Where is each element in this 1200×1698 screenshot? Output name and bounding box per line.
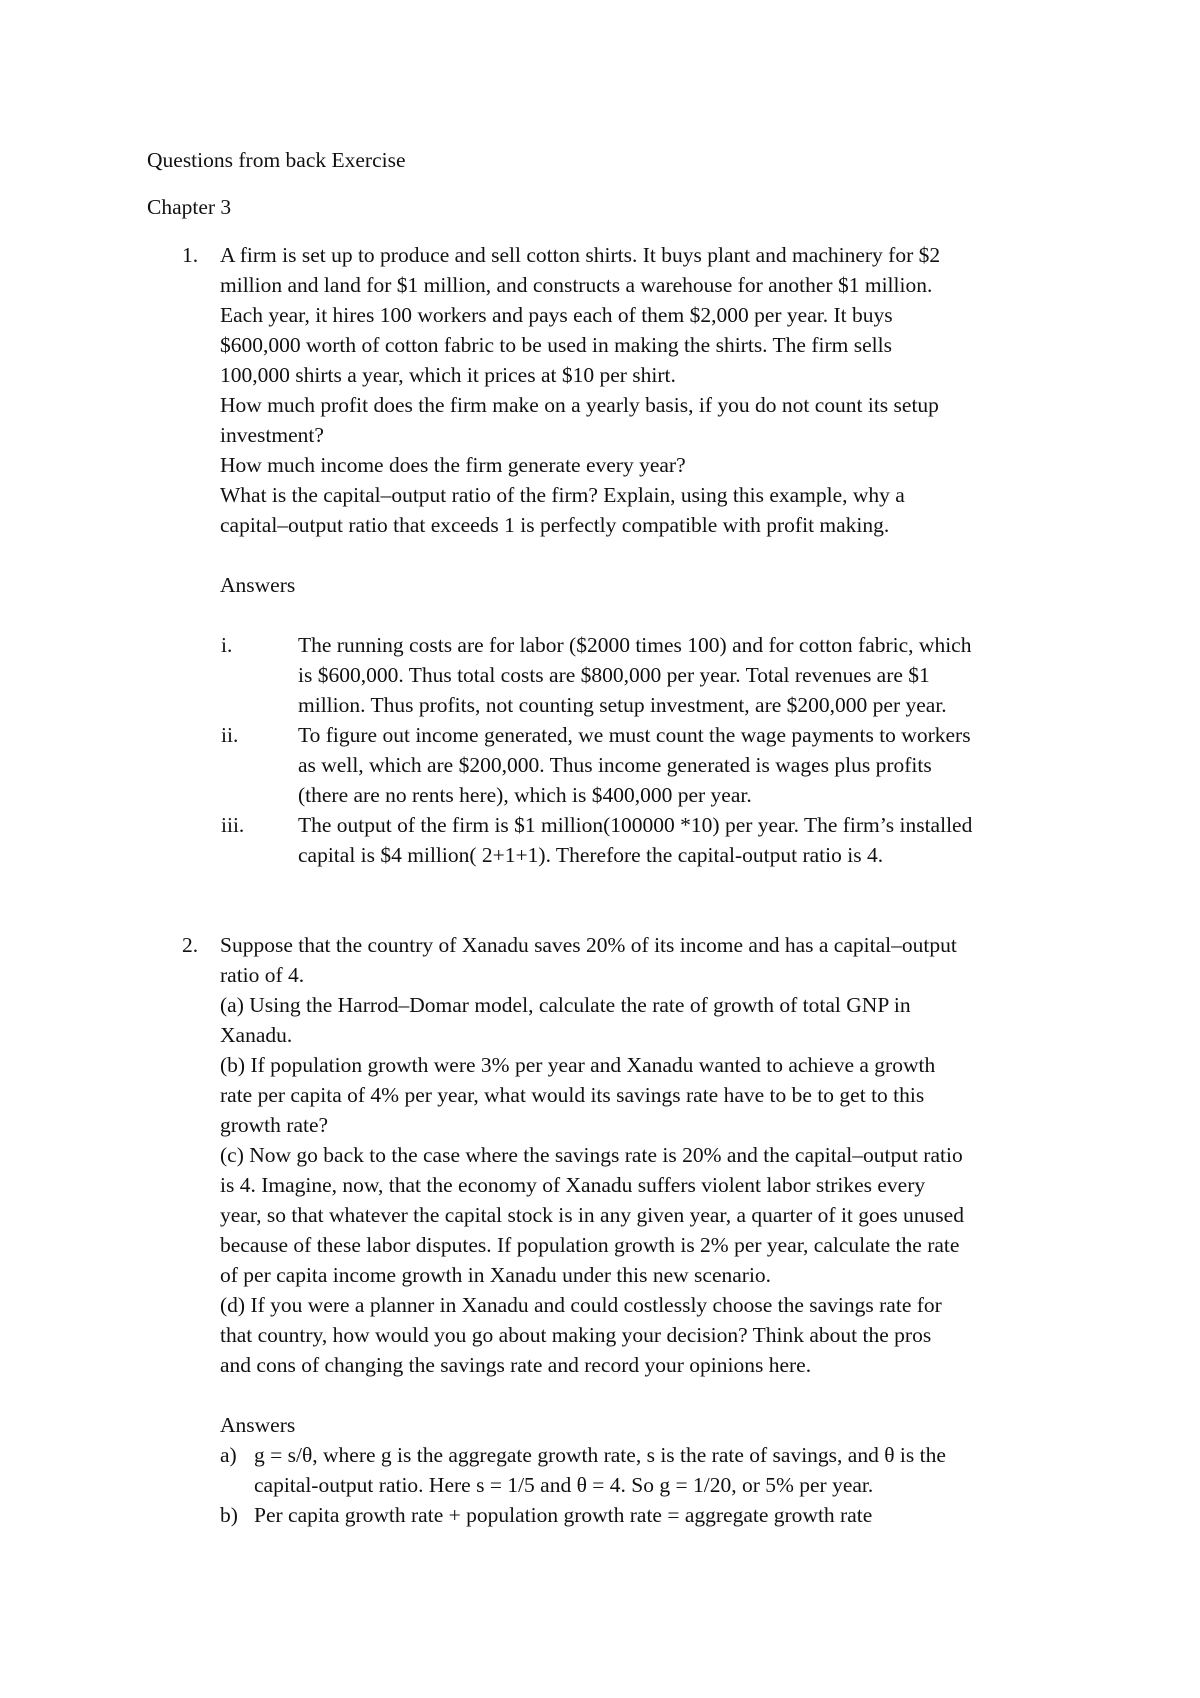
q2-line: year, so that whatever the capital stock is in any given year, a quarter of it goes unused: [220, 1203, 964, 1227]
q1-line: investment?: [220, 423, 324, 447]
q1-line: What is the capital–output ratio of the firm? Explain, using this example, why a: [220, 483, 905, 507]
q2-line: that country, how would you go about making your decision? Think about the pros: [220, 1323, 932, 1347]
q2-line: of per capita income growth in Xanadu under this new scenario.: [220, 1263, 772, 1287]
q2-line: (d) If you were a planner in Xanadu and could costlessly choose the savings rate for: [220, 1293, 942, 1317]
answer-marker: iii.: [221, 813, 245, 837]
answer-line: is $600,000. Thus total costs are $800,000 per year. Total revenues are $1: [298, 663, 930, 687]
answer-marker: a): [220, 1443, 237, 1467]
q2-line: because of these labor disputes. If population growth is 2% per year, calculate the rate: [220, 1233, 960, 1257]
q2-line: (c) Now go back to the case where the savings rate is 20% and the capital–output ratio: [220, 1143, 963, 1167]
q2-line: (a) Using the Harrod–Domar model, calculate the rate of growth of total GNP in: [220, 993, 911, 1017]
answer-line: capital-output ratio. Here s = 1/5 and θ = 4. So g = 1/20, or 5% per year.: [254, 1473, 874, 1497]
q1-line: Each year, it hires 100 workers and pays each of them $2,000 per year. It buys: [220, 303, 893, 327]
q1-line: How much income does the firm generate every year?: [220, 453, 686, 477]
answer-line: The output of the firm is $1 million(100000 *10) per year. The firm’s installed: [298, 813, 973, 837]
q2-line: is 4. Imagine, now, that the economy of Xanadu suffers violent labor strikes every: [220, 1173, 926, 1197]
chapter-heading: Chapter 3: [147, 195, 232, 219]
q2-line: ratio of 4.: [220, 963, 305, 987]
answer-line: (there are no rents here), which is $400,000 per year.: [298, 783, 752, 807]
q1-line: A firm is set up to produce and sell cotton shirts. It buys plant and machinery for $2: [220, 243, 941, 267]
answer-line: The running costs are for labor ($2000 times 100) and for cotton fabric, which: [298, 633, 972, 657]
question-number: 2.: [182, 933, 199, 957]
answers-label: Answers: [220, 573, 296, 597]
answer-line: as well, which are $200,000. Thus income generated is wages plus profits: [298, 753, 932, 777]
q1-line: How much profit does the firm make on a yearly basis, if you do not count its setup: [220, 393, 939, 417]
q1-line: $600,000 worth of cotton fabric to be used in making the shirts. The firm sells: [220, 333, 892, 357]
q2-line: growth rate?: [220, 1113, 329, 1137]
q2-line: and cons of changing the savings rate and record your opinions here.: [220, 1353, 812, 1377]
document-title: Questions from back Exercise: [147, 148, 406, 172]
q1-line: 100,000 shirts a year, which it prices at $10 per shirt.: [220, 363, 676, 387]
answer-line: Per capita growth rate + population growth rate = aggregate growth rate: [254, 1503, 873, 1527]
q2-line: (b) If population growth were 3% per year and Xanadu wanted to achieve a growth: [220, 1053, 936, 1077]
answers-label: Answers: [220, 1413, 296, 1437]
answer-marker: ii.: [221, 723, 239, 747]
q2-line: Xanadu.: [220, 1023, 293, 1047]
answer-marker: i.: [221, 633, 233, 657]
question-number: 1.: [182, 243, 199, 267]
q1-line: million and land for $1 million, and constructs a warehouse for another $1 million.: [220, 273, 933, 297]
answer-line: capital is $4 million( 2+1+1). Therefore the capital-output ratio is 4.: [298, 843, 884, 867]
q1-line: capital–output ratio that exceeds 1 is perfectly compatible with profit making.: [220, 513, 890, 537]
answer-line: million. Thus profits, not counting setup investment, are $200,000 per year.: [298, 693, 947, 717]
q2-line: rate per capita of 4% per year, what would its savings rate have to be to get to this: [220, 1083, 925, 1107]
q2-line: Suppose that the country of Xanadu saves 20% of its income and has a capital–output: [220, 933, 957, 957]
answer-marker: b): [220, 1503, 238, 1527]
answer-line: To figure out income generated, we must count the wage payments to workers: [298, 723, 971, 747]
answer-line: g = s/θ, where g is the aggregate growth rate, s is the rate of savings, and θ is the: [254, 1443, 946, 1467]
